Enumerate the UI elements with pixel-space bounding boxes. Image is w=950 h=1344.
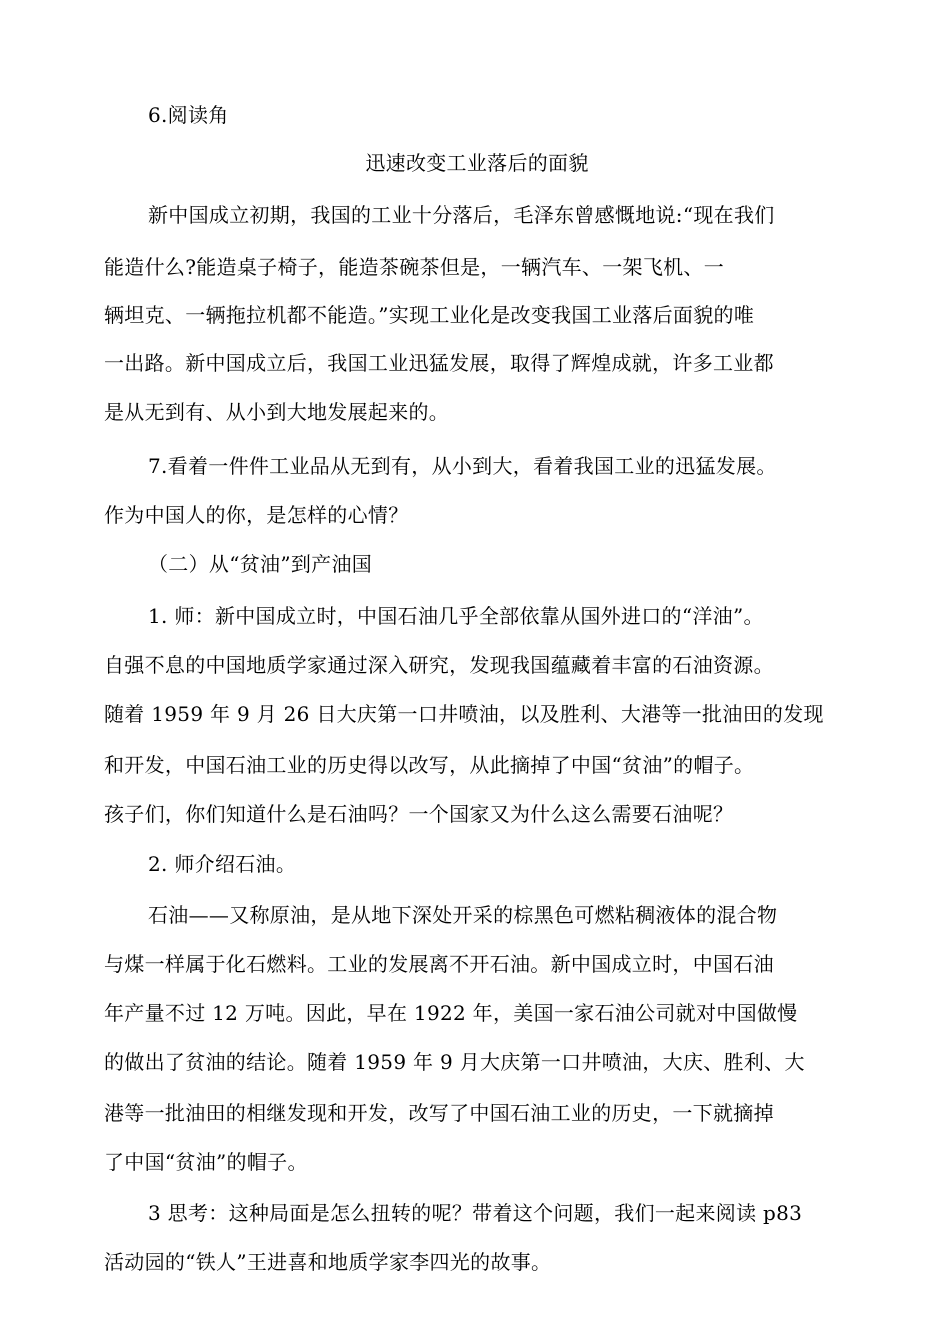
section-heading: （二）从“贫油”到产油国	[148, 552, 373, 576]
paragraph-line: 能造什么?能造桌子椅子，能造茶碗茶但是，一辆汽车、一架飞机、一	[104, 255, 725, 279]
paragraph-line: 1. 师：新中国成立时，中国石油几乎全部依靠从国外进口的“洋油”。	[148, 604, 764, 628]
paragraph-line: 3 思考：这种局面是怎么扭转的呢？带着这个问题，我们一起来阅读 p83	[148, 1201, 803, 1225]
paragraph-line: 石油——又称原油，是从地下深处开采的棕黑色可燃粘稠液体的混合物	[148, 903, 778, 927]
paragraph-line: 年产量不过 12 万吨。因此，早在 1922 年，美国一家石油公司就对中国做慢	[104, 1001, 798, 1025]
question-line: 作为中国人的你，是怎样的心情？	[104, 503, 409, 527]
article-title: 迅速改变工业落后的面貌	[365, 151, 589, 175]
paragraph-line: 活动园的“铁人”王进喜和地质学家李四光的故事。	[104, 1250, 552, 1274]
paragraph-line: 和开发，中国石油工业的历史得以改写，从此摘掉了中国“贫油”的帽子。	[104, 753, 755, 777]
paragraph-line: 随着 1959 年 9 月 26 日大庆第一口井喷油，以及胜利、大港等一批油田的发现	[104, 702, 824, 726]
question-line: 7.看着一件件工业品从无到有，从小到大，看着我国工业的迅猛发展。	[148, 454, 777, 478]
paragraph-line: 一出路。新中国成立后，我国工业迅猛发展，取得了辉煌成就，许多工业都	[104, 351, 774, 375]
paragraph-line: 了中国“贫油”的帽子。	[104, 1150, 308, 1174]
paragraph-line: 辆坦克、一辆拖拉机都不能造。”实现工业化是改变我国工业落后面貌的唯	[104, 303, 755, 327]
paragraph-line: 孩子们，你们知道什么是石油吗？一个国家又为什么这么需要石油呢？	[104, 802, 734, 826]
paragraph-line: 港等一批油田的相继发现和开发，改写了中国石油工业的历史，一下就摘掉	[104, 1101, 774, 1125]
section-heading-reading-corner: 6.阅读角	[148, 103, 229, 127]
paragraph-line: 与煤一样属于化石燃料。工业的发展离不开石油。新中国成立时，中国石油	[104, 952, 774, 976]
paragraph-line: 新中国成立初期，我国的工业十分落后，毛泽东曾感慨地说:“现在我们	[148, 203, 775, 227]
paragraph-line: 的做出了贫油的结论。随着 1959 年 9 月大庆第一口井喷油，大庆、胜利、大	[104, 1050, 805, 1074]
paragraph-line: 2. 师介绍石油。	[148, 852, 297, 876]
paragraph-line: 自强不息的中国地质学家通过深入研究，发现我国蕴藏着丰富的石油资源。	[104, 653, 774, 677]
paragraph-line: 是从无到有、从小到大地发展起来的。	[104, 400, 450, 424]
